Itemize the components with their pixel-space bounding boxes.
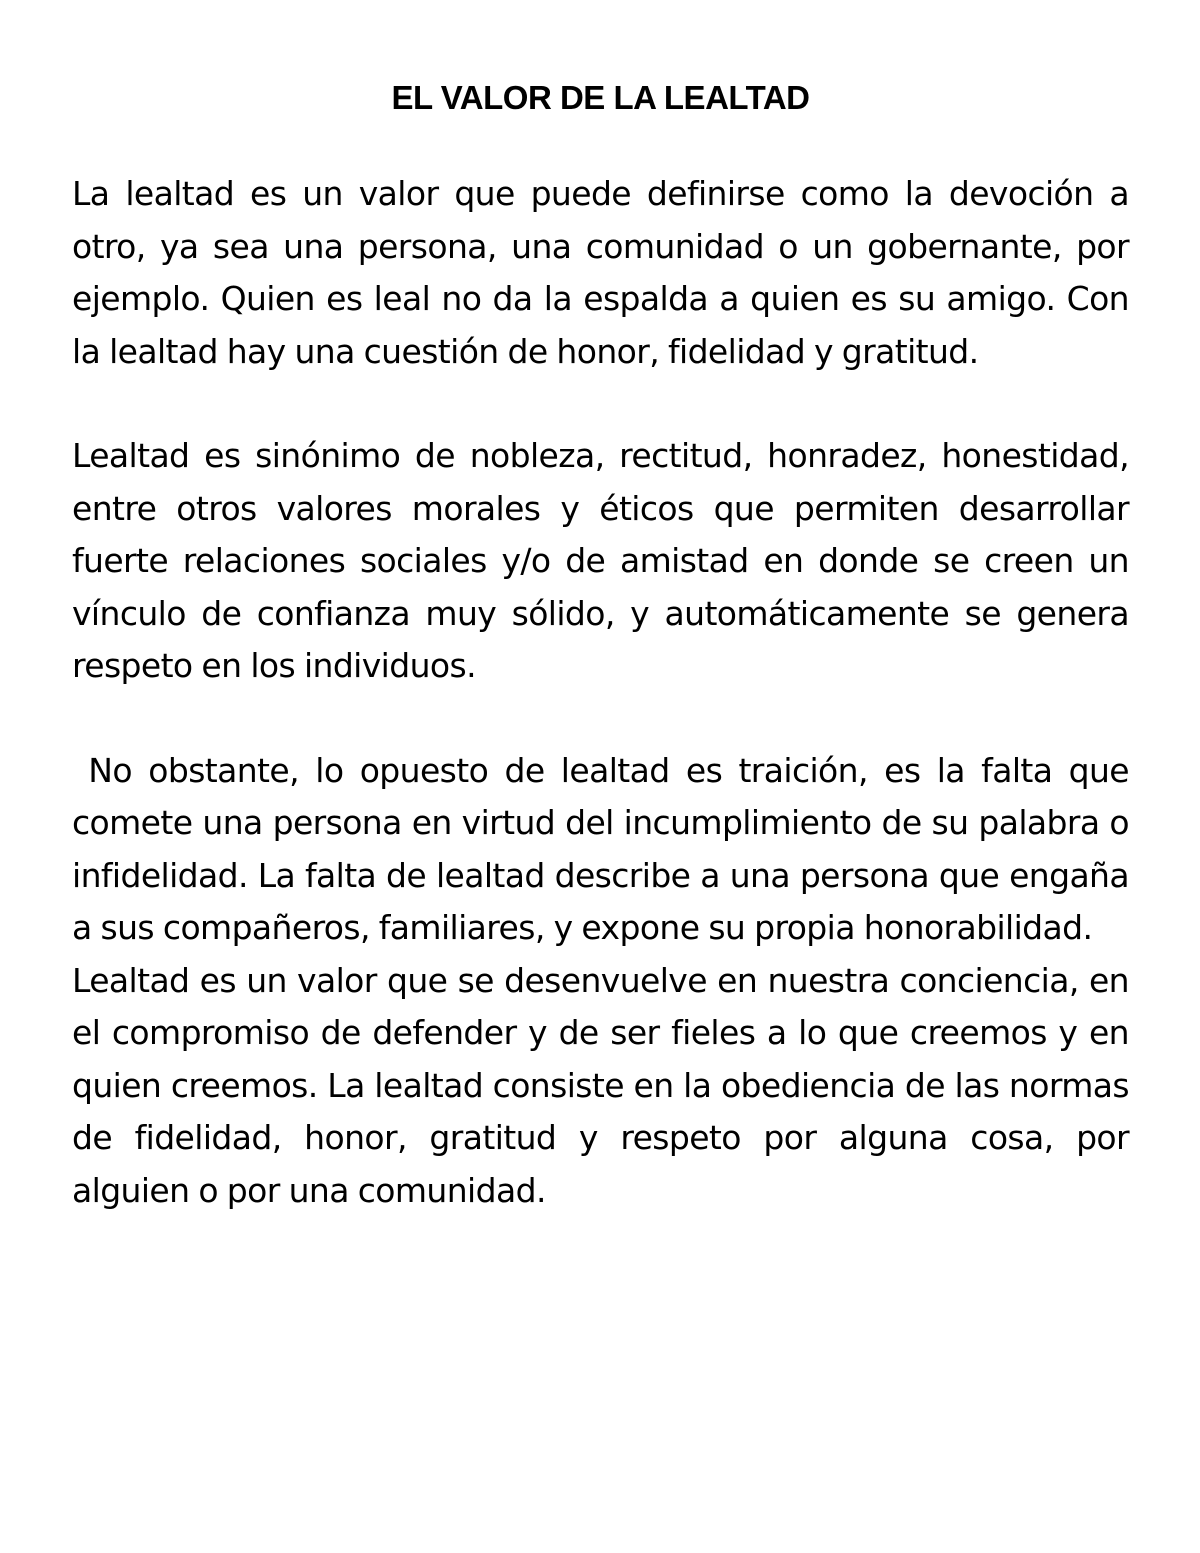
document-title: EL VALOR DE LA LEALTAD	[391, 79, 810, 116]
paragraph-definition: La lealtad es un valor que puede definirse como la devoción a otro, ya sea una persona, una comunidad o un gobernante, por ejemplo. Quien es leal no da la espalda a quien es su amigo. Con la lealtad hay una cuestión de honor, fidelidad y gratitud.	[72, 174, 1129, 371]
paragraph-conclusion: Lealtad es un valor que se desenvuelve en nuestra conciencia, en el compromiso de defender y de ser fieles a lo que creemos y en quien creemos. La lealtad consiste en la obediencia de las normas de fidelidad, honor, gratitud y respeto por alguna cosa, por alguien o por una comunidad.	[72, 960, 1129, 1210]
paragraph-synonyms: Lealtad es sinónimo de nobleza, rectitud, honradez, honestidad, entre otros valores morales y éticos que permiten desarrollar fuerte relaciones sociales y/o de amistad en donde se creen un vínculo de confianza muy sólido, y automáticamente se genera respeto en los individuos.	[72, 436, 1129, 685]
document-page	[72, 76, 1138, 1217]
paragraph-opposite: No obstante, lo opuesto de lealtad es traición, es la falta que comete una persona en virtud del incumplimiento de su palabra o infidelidad. La falta de lealtad describe a una persona que engaña a sus compañeros, familiares, y expone su propia honorabilidad.	[72, 750, 1138, 947]
